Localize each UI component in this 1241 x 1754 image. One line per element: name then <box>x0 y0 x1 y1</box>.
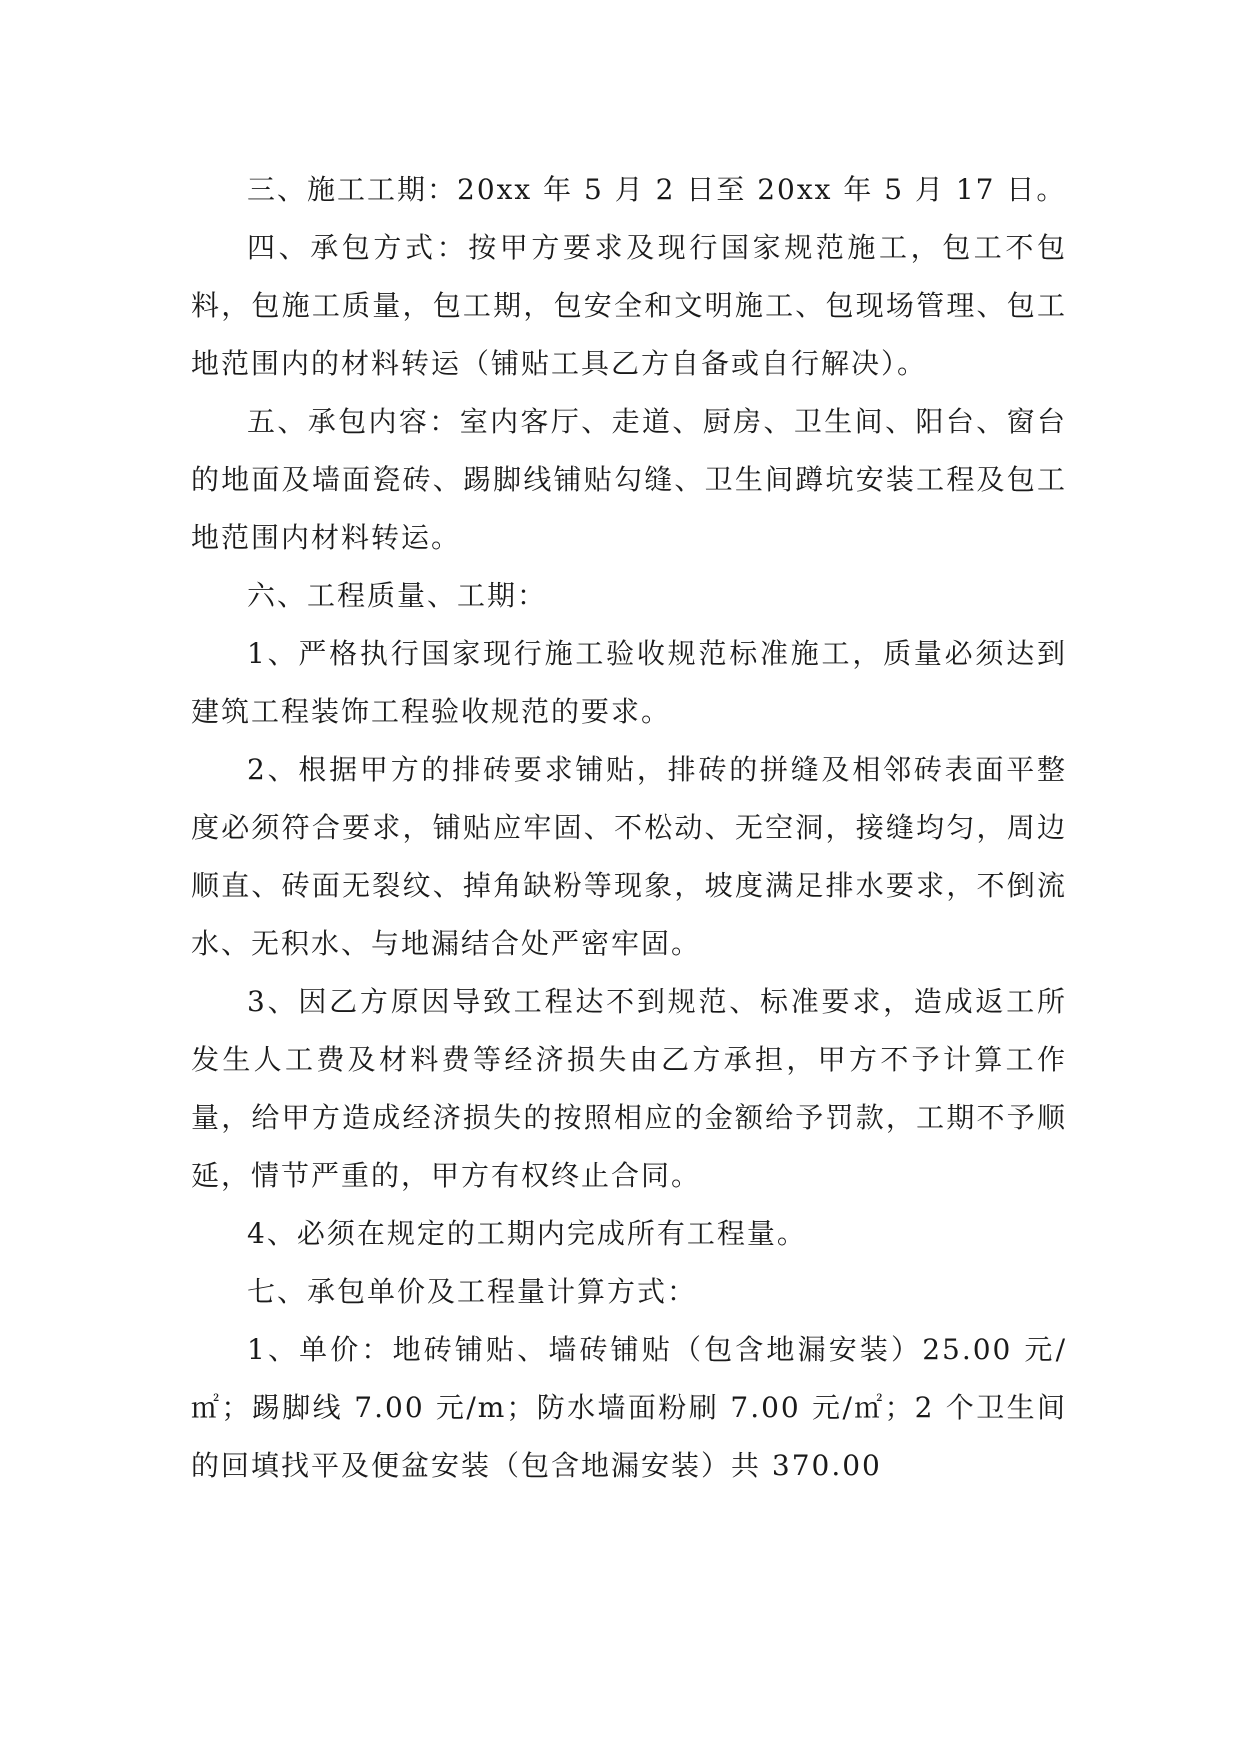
section-6-item-3: 3、因乙方原因导致工程达不到规范、标准要求，造成返工所发生人工费及材料费等经济损失由乙方承担，甲方不予计算工作量，给甲方造成经济损失的按照相应的金额给予罚款，工期不予顺延，情节严重的，甲方有权终止合同。 <box>191 985 1067 1192</box>
section-3-schedule: 三、施工工期：20xx 年 5 月 2 日至 20xx 年 5 月 17 日。 <box>247 173 1067 206</box>
document-body <box>191 161 1067 1495</box>
section-6-item-2: 2、根据甲方的排砖要求铺贴，排砖的拼缝及相邻砖表面平整度必须符合要求，铺贴应牢固、不松动、无空洞，接缝均匀，周边顺直、砖面无裂纹、掉角缺粉等现象，坡度满足排水要求，不倒流水、无积水、与地漏结合处严密牢固。 <box>191 753 1067 960</box>
section-6-item-1: 1、严格执行国家现行施工验收规范标准施工，质量必须达到建筑工程装饰工程验收规范的要求。 <box>191 637 1067 728</box>
section-7-item-1: 1、单价：地砖铺贴、墙砖铺贴（包含地漏安装）25.00 元/㎡；踢脚线 7.00 元/m；防水墙面粉刷 7.00 元/㎡；2 个卫生间的回填找平及便盆安装（包含地漏安装）共 370.00 <box>191 1333 1067 1482</box>
section-7-heading: 七、承包单价及工程量计算方式： <box>247 1275 698 1308</box>
section-6-item-4: 4、必须在规定的工期内完成所有工程量。 <box>247 1217 807 1250</box>
section-6-heading: 六、工程质量、工期： <box>247 579 548 612</box>
section-4-contract-method: 四、承包方式：按甲方要求及现行国家规范施工，包工不包料，包施工质量，包工期，包安全和文明施工、包现场管理、包工地范围内的材料转运（铺贴工具乙方自备或自行解决）。 <box>191 231 1067 380</box>
section-5-contract-scope: 五、承包内容：室内客厅、走道、厨房、卫生间、阳台、窗台的地面及墙面瓷砖、踢脚线铺贴勾缝、卫生间蹲坑安装工程及包工地范围内材料转运。 <box>191 405 1067 554</box>
